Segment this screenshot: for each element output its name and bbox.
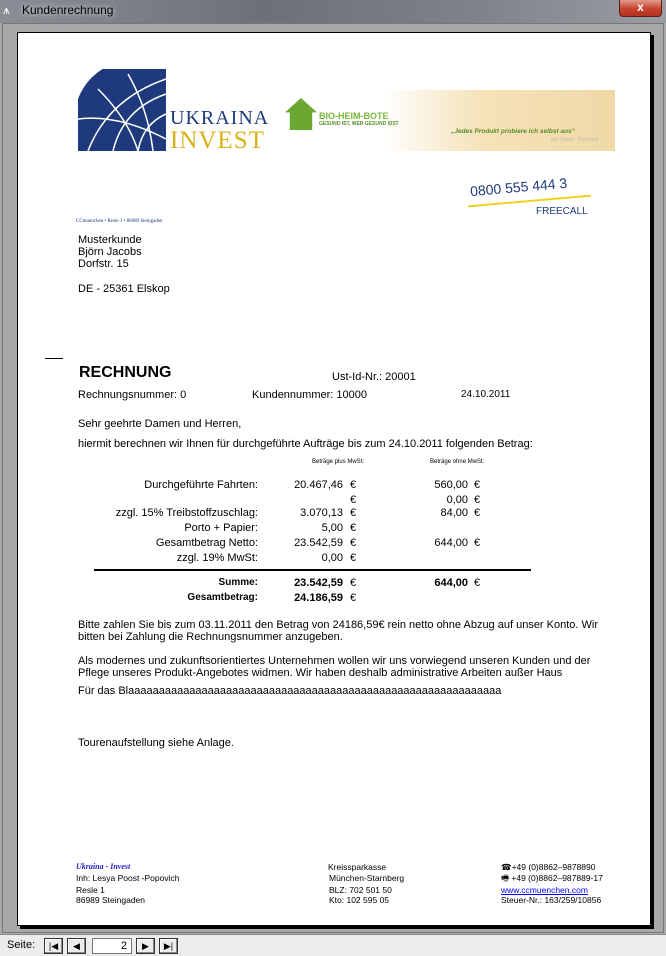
- page-navigation-bar: [0, 934, 666, 956]
- footer-fax: +49 (0)8862–987889-17: [511, 873, 603, 883]
- company-text-truncated: Für das Blaaaaaaaaaaaaaaaaaaaaaaaaaaaaaaaaaaaaaaaaaaaaaaaaaaaaaaaaaaaaa: [78, 685, 502, 697]
- logo-text-ukraina: UKRAINA: [170, 107, 270, 129]
- footer-website-link[interactable]: www.ccmuenchen.com: [501, 885, 588, 895]
- currency: €: [350, 537, 357, 549]
- fold-mark: [45, 358, 63, 359]
- payment-text: Bitte zahlen Sie bis zum 03.11.2011 den Betrag von 24186,59€ rein netto ohne Abzug auf unser Konto. Wir: [78, 619, 598, 631]
- row-gross-value: 23.542,59: [294, 537, 343, 549]
- footer-blz: BLZ: 702 501 50: [329, 885, 392, 895]
- footer-company: Ukraina - Invest: [76, 862, 131, 871]
- invoice-number: Rechnungsnummer: 0: [78, 389, 187, 401]
- currency: €: [350, 552, 357, 564]
- footer-bank-city: München-Starnberg: [329, 873, 405, 883]
- row-gross-value: 5,00: [321, 522, 343, 534]
- sum-divider: [94, 569, 531, 571]
- sum-label: Summe:: [218, 577, 258, 588]
- freecall-label: FREECALL: [536, 206, 588, 217]
- last-page-button[interactable]: ▶|: [159, 938, 178, 954]
- title-bar: [0, 0, 666, 23]
- bio-slogan: GESUND IST, WER GESUND ISST: [319, 121, 399, 127]
- company-text: Pflege unseres Produkt-Angebotes widmen. Wir haben deshalb administrative Arbeiten außer Haus: [78, 667, 563, 679]
- page-number-input[interactable]: 2: [92, 938, 132, 954]
- bio-title: BIO-HEIM-BOTE: [319, 111, 389, 121]
- row-label: zzgl. 15% Treibstoffzuschlag:: [115, 507, 258, 519]
- currency: €: [474, 537, 481, 549]
- window-title: Kundenrechnung: [22, 3, 114, 17]
- logo-text-invest: INVEST: [170, 127, 265, 154]
- footer-city: 86989 Steingaden: [76, 895, 146, 905]
- fax-icon: 🖷: [501, 873, 512, 883]
- bio-quote: „Jedes Produkt probiere ich selbst aus“: [451, 128, 575, 135]
- column-header-net: Beträge ohne MwSt:: [430, 459, 485, 465]
- row-gross-value: 20.467,46: [294, 479, 343, 491]
- column-header-gross: Beträge plus MwSt:: [312, 459, 365, 465]
- footer-kto: Kto: 102 595 05: [329, 895, 390, 905]
- company-text: Als modernes und zukunftsorientiertes Unternehmen wollen wir uns vorwiegend unseren Kunden und der: [78, 655, 591, 667]
- customer-number: Kundennummer: 10000: [252, 389, 367, 401]
- footer-street: Resle 1: [76, 885, 105, 895]
- row-label: Gesamtbetrag Netto:: [155, 537, 258, 549]
- currency: €: [474, 479, 481, 491]
- row-label: zzgl. 19% MwSt:: [176, 552, 258, 564]
- footer-tax-number: Steuer-Nr.: 163/259/10856: [501, 895, 602, 905]
- sum-net: 644,00: [434, 577, 468, 589]
- row-net-value: 644,00: [434, 537, 468, 549]
- currency: €: [474, 507, 481, 519]
- recipient-street: Dorfstr. 15: [78, 258, 129, 270]
- recipient-name: Musterkunde: [78, 234, 142, 246]
- currency: €: [474, 577, 481, 589]
- footer-owner: Inh: Lesya Poost -Popovich: [76, 873, 180, 883]
- payment-text: bitten bei Zahlung die Rechnungsnummer anzugeben.: [78, 631, 343, 643]
- row-net-value: 560,00: [434, 479, 468, 491]
- sender-line: CCmuenchen • Resle 1 • 86989 Steingaden: [76, 219, 163, 224]
- ust-id: Ust-Id-Nr.: 20001: [332, 371, 416, 383]
- row-net-value: 84,00: [440, 507, 468, 519]
- currency: €: [350, 592, 357, 604]
- row-label: Durchgeführte Fahrten:: [144, 479, 258, 491]
- tour-note: Tourenaufstellung siehe Anlage.: [78, 737, 234, 749]
- row-net-value: 0,00: [446, 494, 468, 506]
- invoice-page: [17, 32, 651, 926]
- house-icon: [285, 98, 317, 130]
- currency: €: [350, 507, 357, 519]
- close-button[interactable]: x: [619, 0, 662, 17]
- app-icon: ⩚: [3, 3, 10, 17]
- row-gross-value: 0,00: [321, 552, 343, 564]
- currency: €: [474, 494, 481, 506]
- invoice-date: 24.10.2011: [461, 389, 511, 400]
- bio-heim-bote-banner: [283, 90, 615, 151]
- total-label: Gesamtbetrag:: [187, 592, 258, 603]
- currency: €: [350, 479, 357, 491]
- currency: €: [350, 577, 357, 589]
- sum-gross: 23.542,59: [294, 577, 343, 589]
- total-amount: 24.186,59: [294, 592, 343, 604]
- globe-logo-icon: [78, 69, 168, 151]
- recipient-contact: Björn Jacobs: [78, 246, 142, 258]
- row-label: Porto + Papier:: [184, 522, 258, 534]
- currency: €: [350, 494, 357, 506]
- phone-icon: ☎: [501, 862, 512, 872]
- footer-bank: Kreissparkasse: [328, 862, 387, 872]
- prev-page-button[interactable]: ◀: [67, 938, 86, 954]
- next-page-button[interactable]: ▶: [136, 938, 155, 954]
- recipient-city: DE - 25361 Elskop: [78, 283, 170, 295]
- bio-signature: Inh. Poost - Popovich: [551, 137, 599, 143]
- freecall-phone: 0800 555 444 3: [469, 174, 568, 200]
- page-label: Seite:: [7, 939, 36, 951]
- greeting: Sehr geehrte Damen und Herren,: [78, 418, 242, 430]
- row-gross-value: 3.070,13: [300, 507, 343, 519]
- intro-text: hiermit berechnen wir Ihnen für durchgeführte Aufträge bis zum 24.10.2011 folgenden Betrag:: [78, 438, 533, 450]
- footer-phone: +49 (0)8862–9878890: [511, 862, 596, 872]
- currency: €: [350, 522, 357, 534]
- first-page-button[interactable]: |◀: [44, 938, 63, 954]
- invoice-title: RECHNUNG: [79, 364, 172, 381]
